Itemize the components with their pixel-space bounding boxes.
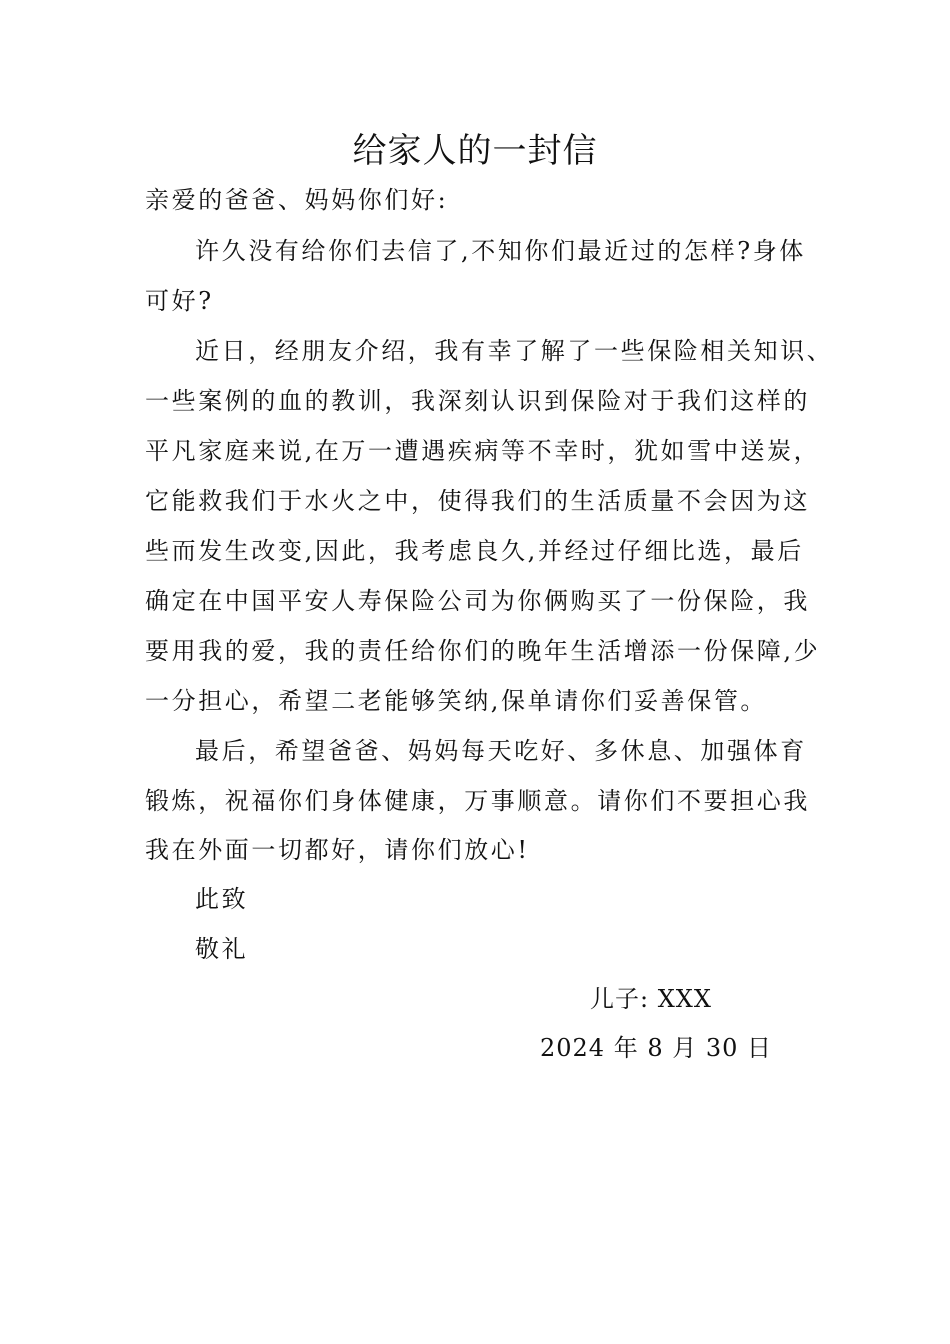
paragraph-2-line-7: 要用我的爱，我的责任给你们的晚年生活增添一份保障,少 — [145, 637, 821, 665]
signature: 儿子: XXX — [590, 985, 712, 1013]
paragraph-2-line-4: 它能救我们于水火之中，使得我们的生活质量不会因为这 — [145, 487, 810, 515]
closing-line-2: 敬礼 — [195, 935, 249, 963]
paragraph-2-line-6: 确定在中国平安人寿保险公司为你俩购买了一份保险，我 — [145, 587, 810, 615]
letter-title: 给家人的一封信 — [352, 131, 598, 171]
paragraph-2-line-8: 一分担心，希望二老能够笑纳,保单请你们妥善保管。 — [145, 687, 768, 715]
paragraph-2-line-3: 平凡家庭来说,在万一遭遇疾病等不幸时，犹如雪中送炭， — [145, 437, 821, 465]
letter-date: 2024 年 8 月 30 日 — [540, 1034, 773, 1062]
paragraph-3-line-1: 最后，希望爸爸、妈妈每天吃好、多休息、加强体育 — [195, 737, 807, 765]
paragraph-2-line-5: 些而发生改变,因此，我考虑良久,并经过仔细比选，最后 — [145, 537, 804, 565]
paragraph-2-line-2: 一些案例的血的教训，我深刻认识到保险对于我们这样的 — [145, 387, 810, 415]
salutation: 亲爱的爸爸、妈妈你们好: — [145, 186, 449, 214]
paragraph-3-line-3: 我在外面一切都好，请你们放心! — [145, 836, 530, 864]
closing-line-1: 此致 — [195, 885, 249, 913]
paragraph-1-line-2: 可好? — [145, 287, 214, 315]
paragraph-2-line-1: 近日，经朋友介绍，我有幸了解了一些保险相关知识、 — [195, 337, 834, 365]
paragraph-1-line-1: 许久没有给你们去信了,不知你们最近过的怎样?身体 — [195, 237, 806, 265]
paragraph-3-line-2: 锻炼，祝福你们身体健康，万事顺意。请你们不要担心我 — [145, 787, 810, 815]
